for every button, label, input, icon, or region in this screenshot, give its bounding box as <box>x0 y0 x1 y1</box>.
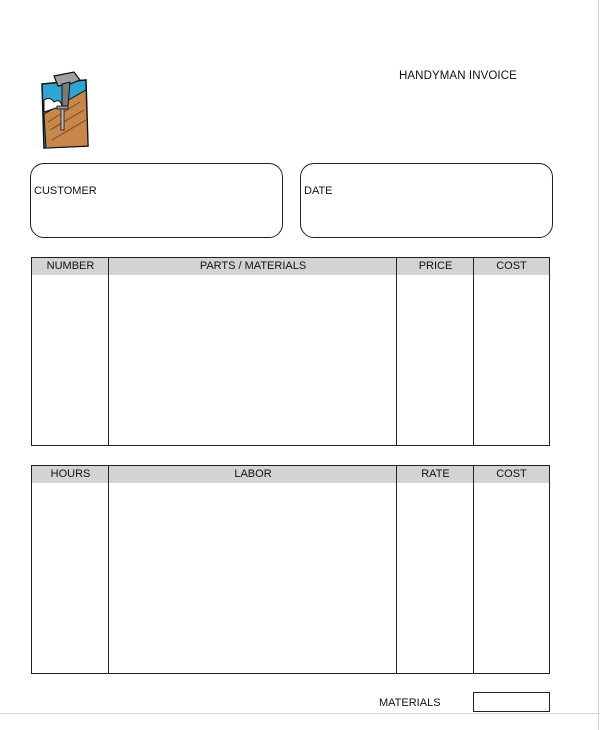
parts-divider <box>473 258 474 445</box>
labor-col-rate: RATE <box>421 468 450 480</box>
invoice-title: HANDYMAN INVOICE <box>399 70 517 82</box>
customer-label: CUSTOMER <box>34 185 97 197</box>
parts-table <box>31 257 550 446</box>
labor-col-cost: COST <box>496 468 527 480</box>
parts-col-number: NUMBER <box>46 260 95 272</box>
labor-table <box>31 465 550 674</box>
date-box[interactable] <box>300 163 553 238</box>
parts-divider <box>396 258 397 445</box>
parts-col-materials: PARTS / MATERIALS <box>199 260 307 272</box>
hammer-nail-icon <box>40 70 90 150</box>
page-edge-bottom <box>0 713 600 714</box>
labor-divider <box>396 466 397 673</box>
parts-col-cost: COST <box>496 260 527 272</box>
materials-total-field[interactable] <box>473 692 550 712</box>
materials-total-label: MATERIALS <box>379 697 441 709</box>
labor-divider <box>108 466 109 673</box>
page-edge-right <box>598 0 599 730</box>
date-label: DATE <box>304 185 333 197</box>
labor-col-labor: LABOR <box>234 468 272 480</box>
customer-box[interactable] <box>30 163 283 238</box>
parts-divider <box>108 258 109 445</box>
parts-col-price: PRICE <box>418 260 453 272</box>
labor-col-hours: HOURS <box>50 468 91 480</box>
labor-divider <box>473 466 474 673</box>
